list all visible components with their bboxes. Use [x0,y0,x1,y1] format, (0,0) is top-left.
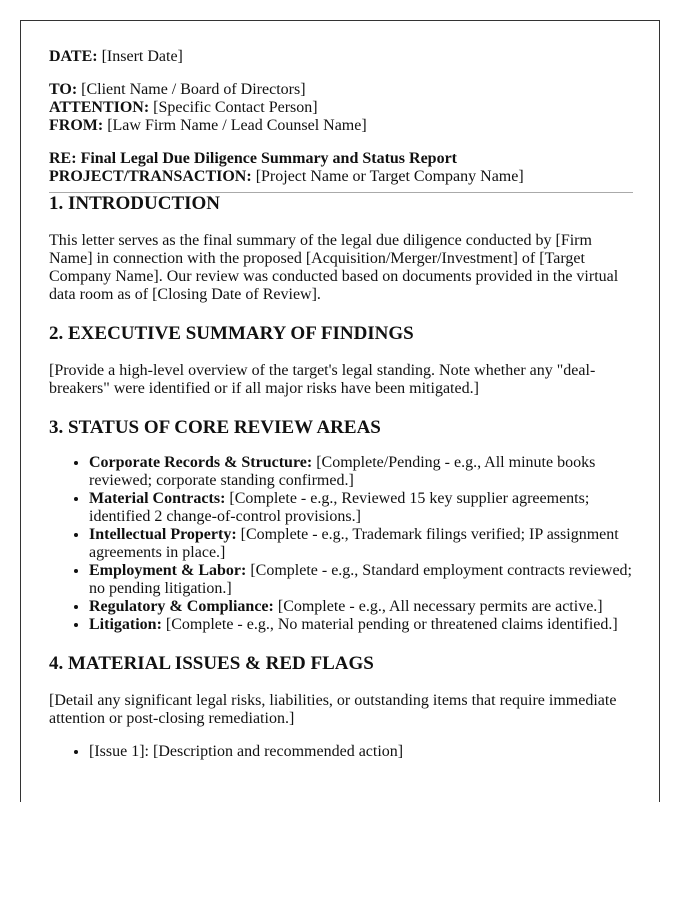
to-label: TO: [49,81,78,98]
date-block [49,48,633,66]
list-item [89,454,633,490]
item-label: Intellectual Property: [89,526,237,543]
item-label: Material Contracts: [89,490,226,507]
section-title-executive-summary: 2. EXECUTIVE SUMMARY OF FINDINGS [49,323,414,344]
addressing-block [49,81,633,135]
date-value: [Insert Date] [101,48,183,65]
attention-value: [Specific Contact Person] [153,99,318,116]
from-value: [Law Firm Name / Lead Counsel Name] [107,117,367,134]
item-text: [Complete - e.g., Standard employment contracts reviewed; no pending litigation.] [89,562,632,597]
attention-label: ATTENTION: [49,99,150,116]
project-value: [Project Name or Target Company Name] [255,168,524,185]
item-text: [Complete/Pending - e.g., All minute books reviewed; corporate standing confirmed.] [89,454,596,489]
section-body-introduction: This letter serves as the final summary of the legal due diligence conducted by [Firm Name] in connection with the proposed [Acquisition/Merger/Investment] of [Target Company Name]. Our review was conducted based on documents provided in the virtual data room as of [Closing Date of Review]. [49,232,619,303]
section-title-introduction: 1. INTRODUCTION [49,193,221,214]
item-label: Employment & Labor: [89,562,247,579]
list-item [89,490,633,526]
section-title-material-issues: 4. MATERIAL ISSUES & RED FLAGS [49,653,374,674]
re-line [49,150,633,168]
re-value: Final Legal Due Diligence Summary and Status Report [80,150,458,167]
document-page [20,20,660,802]
section-title-core-review-areas: 3. STATUS OF CORE REVIEW AREAS [49,417,381,438]
project-label: PROJECT/TRANSACTION: [49,168,252,185]
item-label: Corporate Records & Structure: [89,454,313,471]
attention-line [49,99,633,117]
section-body-executive-summary: [Provide a high-level overview of the target's legal standing. Note whether any "deal-breakers" were identified or if all major risks have been mitigated.] [49,362,596,397]
date-line [49,48,633,66]
item-text: [Complete - e.g., No material pending or threatened claims identified.] [165,616,618,633]
from-label: FROM: [49,117,104,134]
material-issues-list [49,743,633,761]
item-text: [Complete - e.g., All necessary permits are active.] [277,598,603,615]
item-label: Regulatory & Compliance: [89,598,274,615]
date-label: DATE: [49,48,98,65]
item-text: [Complete - e.g., Trademark filings verified; IP assignment agreements in place.] [89,526,619,561]
subject-block [49,150,633,186]
item-label: Litigation: [89,616,162,633]
project-line [49,168,633,186]
core-review-list [49,454,633,634]
to-line [49,81,633,99]
list-item [89,562,633,598]
to-value: [Client Name / Board of Directors] [81,81,306,98]
item-text: [Issue 1]: [Description and recommended action] [89,743,404,760]
list-item [89,616,633,634]
list-item [89,526,633,562]
list-item [89,743,633,761]
document-content [49,48,633,761]
from-line [49,117,633,135]
section-body-material-issues: [Detail any significant legal risks, liabilities, or outstanding items that require immediate attention or post-closing remediation.] [49,692,617,727]
item-text: [Complete - e.g., Reviewed 15 key supplier agreements; identified 2 change-of-control provisions.] [89,490,590,525]
re-label: RE: [49,150,77,167]
list-item [89,598,633,616]
